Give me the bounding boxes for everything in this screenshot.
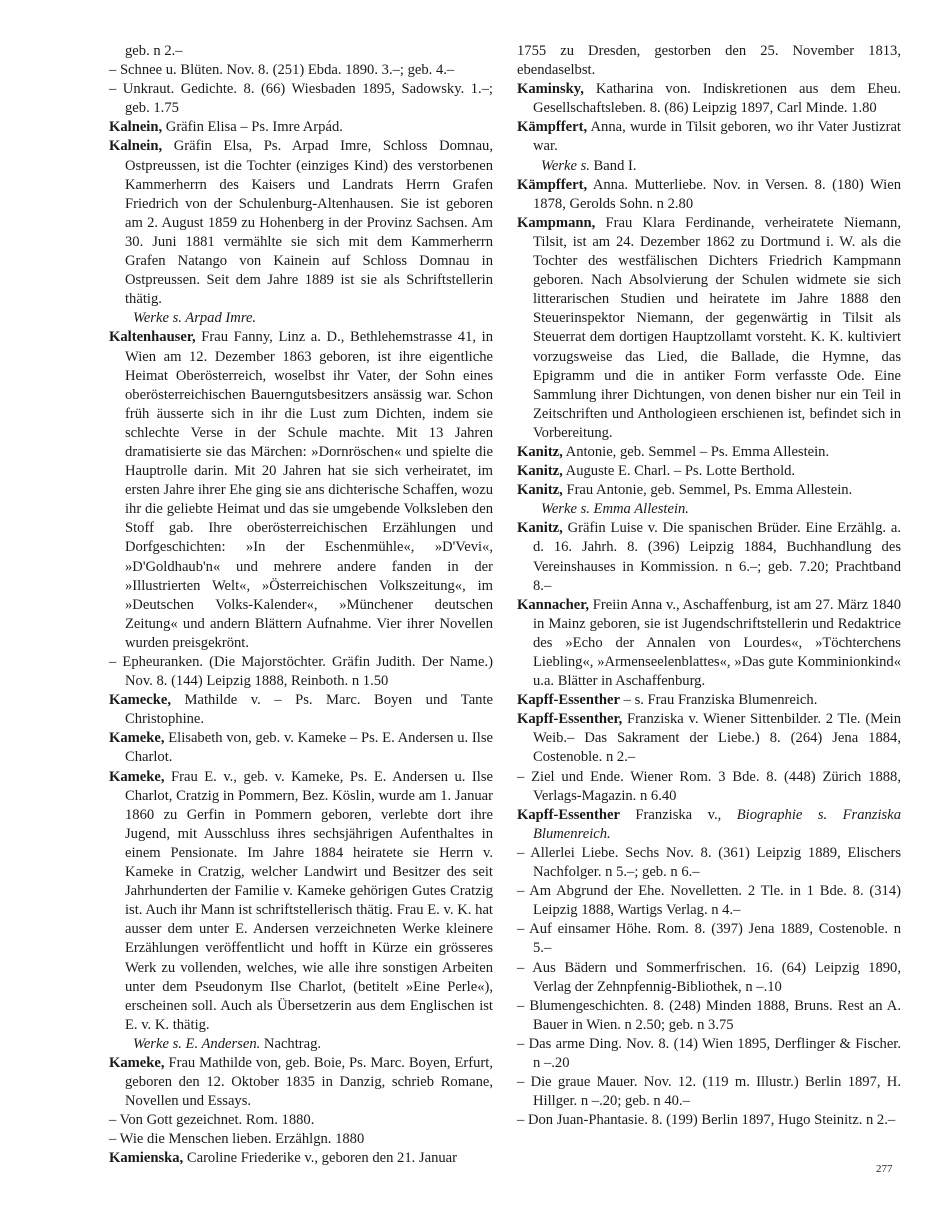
entry-text: Gräfin Elsa, Ps. Arpad Imre, Schloss Domnau, Ostpreussen, ist die Tochter (einziges Kind) des verstorbenen Kammerherrn des Kaisers und Landrats Herrn Grafen Friedrich von der Schulenburg-Altenhausen. Sie ist geboren am 2. August 1859 zu Hohenberg in der Provinz Sachsen. Am 30. Juni 1881 vermählte sie sich mit dem Kammerherrn Grafen Natango von Kainein auf Schloss Domnau in Ostpreussen. Seit dem Jahre 1889 ist sie als Schriftstellerin thätig. (125, 138, 493, 308)
work-item-text: – Epheuranken. (Die Majorstöchter. Gräfin Judith. Der Name.) Nov. 8. (144) Leipzig 1888, Reinboth. n 1.50 (109, 654, 493, 690)
entry-headword: Kalnein, (109, 138, 163, 155)
entry-headword: Kanitz, (517, 482, 563, 499)
entry-text: Gräfin Elisa – Ps. Imre Arpád. (162, 119, 343, 136)
work-item-text: – Schnee u. Blüten. Nov. 8. (251) Ebda. 1890. 3.–; geb. 4.– (109, 62, 455, 79)
entry-text: Caroline Friederike v., geboren den 21. Januar (183, 1150, 458, 1167)
entry-headword: Kameke, (109, 1054, 165, 1071)
work-item (517, 1035, 901, 1073)
works-reference (109, 1035, 493, 1054)
works-reference-text: Werke s. Arpad Imre. (133, 310, 257, 327)
work-item-text: – Aus Bädern und Sommerfrischen. 16. (64) Leipzig 1890, Verlag der Zehnpfennig-Bibliothek, n –.10 (517, 959, 901, 995)
entry-text: Elisabeth von, geb. v. Kameke – Ps. E. Andersen u. Ilse Charlot. (125, 730, 493, 766)
works-reference (517, 157, 901, 176)
work-item (109, 61, 493, 80)
work-item-text: – Ziel und Ende. Wiener Rom. 3 Bde. 8. (448) Zürich 1888, Verlags-Magazin. n 6.40 (517, 768, 901, 804)
works-reference-label: Werke s. E. Andersen. (133, 1035, 261, 1052)
entry (517, 462, 901, 481)
entry (109, 137, 493, 309)
right-column (517, 42, 901, 1130)
continuation-text: 1755 zu Dresden, gestorben den 25. November 1813, ebendaselbst. (517, 43, 901, 79)
entry-text: Mathilde v. – Ps. Marc. Boyen und Tante Christophine. (125, 692, 493, 728)
entry-headword: Kamecke, (109, 692, 172, 709)
work-item (517, 1073, 901, 1111)
entry (517, 214, 901, 443)
entry (517, 176, 901, 214)
entry-headword: Kaltenhauser, (109, 329, 196, 346)
entry-text: Anna. Mutterliebe. Nov. in Versen. 8. (180) Wien 1878, Gerolds Sohn. n 2.80 (533, 176, 901, 212)
works-reference-label: Werke s. (541, 157, 590, 174)
entry-headword: Kämpffert, (517, 176, 588, 193)
entry-text: Katharina von. Indiskretionen aus dem Eheu. Gesellschaftsleben. 8. (86) Leipzig 1897, Carl Minde. 1.80 (533, 81, 901, 117)
works-reference-text: Werke s. Emma Allestein. (541, 501, 689, 518)
entry-text: Anna, wurde in Tilsit geboren, wo ihr Vater Justizrat war. (533, 119, 901, 155)
works-reference-text: Band I. (589, 157, 637, 174)
entry-text: Frau Fanny, Linz a. D., Bethlehemstrasse 41, in Wien am 12. Dezember 1863 geboren, ist ihre eigentliche Heimat Oberösterreich, woselbst ihr Vater, der Sohn eines oberösterreichischen Bauerngutsbesitzers ansässig war. Schon früh äusserte sich in ihr die Lust zum Dichten, indem sie schlechte Verse in der Schule machte. Mit 13 Jahren dramatisierte sie das Märchen: »Dornröschen« und spielte die Hauptrolle darin. Mit 20 Jahren hat sie sich verheiratet, im ersten Jahre ihrer Ehe ging sie ans dichterische Schaffen, wozu ihr die geliebte Heimat und das sie umgebende Volksleben den Stoff gab. Ihre oberösterreichischen Erzählungen und Dorfgeschichten: »In der Eschenmühle«, »D'Vevi«, »D'Goldhaub'n« und mehrere andere fanden in der »Illustrierten Welt«, »Österreichischen Volkszeitung«, im »Deutschen Volks-Kalender«, »Münchener deutschen Zeitung« und andern Blättern Aufnahme. Vier ihrer Novellen wurden preisgekrönt. (125, 329, 493, 651)
work-item (517, 1111, 901, 1130)
works-reference (517, 500, 901, 519)
entry-headword: Kameke, (109, 730, 165, 747)
entry (517, 691, 901, 710)
entry-headword: Kannacher, (517, 596, 590, 613)
entry (517, 806, 901, 844)
work-item (517, 920, 901, 958)
work-item (517, 882, 901, 920)
entry-text: Franziska v., (619, 806, 737, 823)
entry-text: Frau Klara Ferdinande, verheiratete Niemann, Tilsit, ist am 24. Dezember 1862 zu Dortmund i. W. als die Tochter des westfälischen Dichters Friedrich Kampmann geboren. Nach Absolvierung der Schulen widmete sie sich litterarischen Studien und heiratete im Jahre 1888 den Steuerinspektor Niemann, der gegenwärtig in Tilsit als Steuerrat dem dortigen Hauptzollamt vorsteht. K. K. kultiviert vorzugsweise das Lied, die Ballade, die Hymne, das Epigramm und die in antiker Form verfasste Ode. Eine Sammlung ihrer Dichtungen, von denen bisher nur ein Teil in Zeitschriften und Anthologieen erschienen ist, befindet sich in Vorbereitung. (533, 214, 901, 441)
entry-headword: Kanitz, (517, 443, 563, 460)
entry-headword: Kämpffert, (517, 119, 588, 136)
entry (109, 118, 493, 137)
entry (517, 596, 901, 691)
entry-headword: Kanitz, (517, 520, 563, 537)
entry-headword: Kaminsky, (517, 81, 584, 98)
entry-headword: Kanitz, (517, 463, 563, 480)
entry (517, 710, 901, 767)
work-item-text: – Wie die Menschen lieben. Erzählgn. 1880 (109, 1131, 365, 1148)
entry-headword: Kapff-Essenther (517, 806, 620, 823)
continuation-text (517, 42, 901, 80)
entry (109, 729, 493, 767)
entry-reference: Biographie s. Franziska Blumenreich. (533, 806, 901, 842)
work-item (109, 80, 493, 118)
entry-text: Frau E. v., geb. v. Kameke, Ps. E. Andersen u. Ilse Charlot, Cratzig in Pommern, Bez. Köslin, wurde am 1. Januar 1860 zu Gerfin in Pommern geboren, verlebte dort ihre Jugend, mit Ausschluss ihres sechsjährigen Aufenthaltes in einem Pensionate. Im Jahre 1884 heiratete sie Herrn v. Kameke in Cratzig, welcher Landwirt und Besitzer des seit Jahrhunderten der Familie v. Kameke gehörigen Gutes Cratzig ist. Auch ihr Mann ist schriftstellerisch thätig. Frau E. v. K. hat ausser dem unter E. Andersen verzeichneten Werke kleinere Erzählungen veröffentlicht und hofft in Kürze ein grösseres Werk zu vollenden, welches, wie alle ihre sonstigen Arbeiten unter dem Pseudonym Ilse Charlot, (betitelt »Eine Perle«), erscheinen soll. Auch als Übersetzerin aus dem Englischen ist E. v. K. thätig. (125, 768, 493, 1033)
entry-headword: Kameke, (109, 768, 165, 785)
entry (109, 691, 493, 729)
entry (109, 1149, 493, 1168)
work-item (517, 997, 901, 1035)
work-item (109, 1111, 493, 1130)
work-item (517, 768, 901, 806)
entry-text: Antonie, geb. Semmel – Ps. Emma Allestein. (562, 443, 830, 460)
work-item-text: – Blumengeschichten. 8. (248) Minden 1888, Bruns. Rest an A. Bauer in Wien. n 2.50; geb. n 3.75 (517, 997, 901, 1033)
entry-text: Gräfin Luise v. Die spanischen Brüder. Eine Erzählg. a. d. 16. Jahrh. 8. (396) Leipzig 1884, Buchhandlung des Vereinshauses in Kommission. n 6.–; geb. 7.20; Prachtband 8.– (533, 520, 901, 594)
work-item (517, 959, 901, 997)
continuation-text: geb. n 2.– (125, 43, 183, 59)
work-item-text: – Don Juan-Phantasie. 8. (199) Berlin 1897, Hugo Steinitz. n 2.– (517, 1112, 896, 1129)
entry-headword: Kapff-Essenther, (517, 711, 623, 728)
works-reference-text: Nachtrag. (260, 1035, 322, 1052)
work-item-text: – Allerlei Liebe. Sechs Nov. 8. (361) Leipzig 1889, Elischers Nachfolger. n 5.–; geb. n 6.– (517, 844, 901, 881)
work-item-text: – Am Abgrund der Ehe. Novelletten. 2 Tle. in 1 Bde. 8. (314) Leipzig 1888, Wartigs Verlag. n 4.– (517, 883, 901, 919)
entry-headword: Kapff-Essenther (517, 692, 620, 709)
work-item (517, 844, 901, 882)
entry (109, 328, 493, 653)
entry-headword: Kampmann, (517, 214, 596, 231)
works-reference (109, 309, 493, 328)
work-item-text: – Auf einsamer Höhe. Rom. 8. (397) Jena 1889, Costenoble. n 5.– (517, 921, 901, 957)
work-item (109, 1130, 493, 1149)
entry-headword: Kamienska, (109, 1150, 184, 1167)
entry-text: Franziska v. Wiener Sittenbilder. 2 Tle. (Mein Weib.– Das Sakrament der Liebe.) 8. (264) Jena 1884, Costenoble. n 2.– (533, 711, 901, 766)
work-item (109, 653, 493, 691)
work-item-text: – Die graue Mauer. Nov. 12. (119 m. Illustr.) Berlin 1897, H. Hillger. n –.20; geb. n 40.– (517, 1074, 901, 1110)
entry-text: – s. Frau Franziska Blumenreich. (619, 692, 818, 709)
entry (517, 443, 901, 462)
work-item-text: – Von Gott gezeichnet. Rom. 1880. (109, 1112, 315, 1129)
entry (517, 80, 901, 118)
entry-text: Auguste E. Charl. – Ps. Lotte Berthold. (562, 463, 796, 480)
entry (517, 519, 901, 595)
work-item-text: – Das arme Ding. Nov. 8. (14) Wien 1895, Derflinger & Fischer. n –.20 (517, 1035, 901, 1071)
page-number: 277 (876, 1163, 893, 1175)
entry-text: Frau Mathilde von, geb. Boie, Ps. Marc. Boyen, Erfurt, geboren den 12. Oktober 1835 in Danzig, schrieb Romane, Novellen und Essays. (125, 1054, 493, 1110)
entry (109, 768, 493, 1035)
entry (517, 118, 901, 156)
entry-headword: Kalnein, (109, 119, 163, 136)
work-item-text: – Unkraut. Gedichte. 8. (66) Wiesbaden 1895, Sadowsky. 1.–; geb. 1.75 (109, 81, 493, 117)
entry (517, 481, 901, 500)
entry-text: Freiin Anna v., Aschaffenburg, ist am 27. März 1840 in Mainz geboren, sie ist Jugendschriftstellerin und Redaktrice des »Echo der Annalen von Lourdes«, »Töchterchens Liebling«, »Armenseelenblattes«, »Das gute Komminionkind« u.a. Blätter in Aschaffenburg. (533, 596, 901, 690)
entry (109, 1054, 493, 1111)
entry-text: Frau Antonie, geb. Semmel, Ps. Emma Allestein. (562, 482, 853, 499)
continuation-line (109, 42, 493, 61)
left-column (109, 42, 493, 1169)
